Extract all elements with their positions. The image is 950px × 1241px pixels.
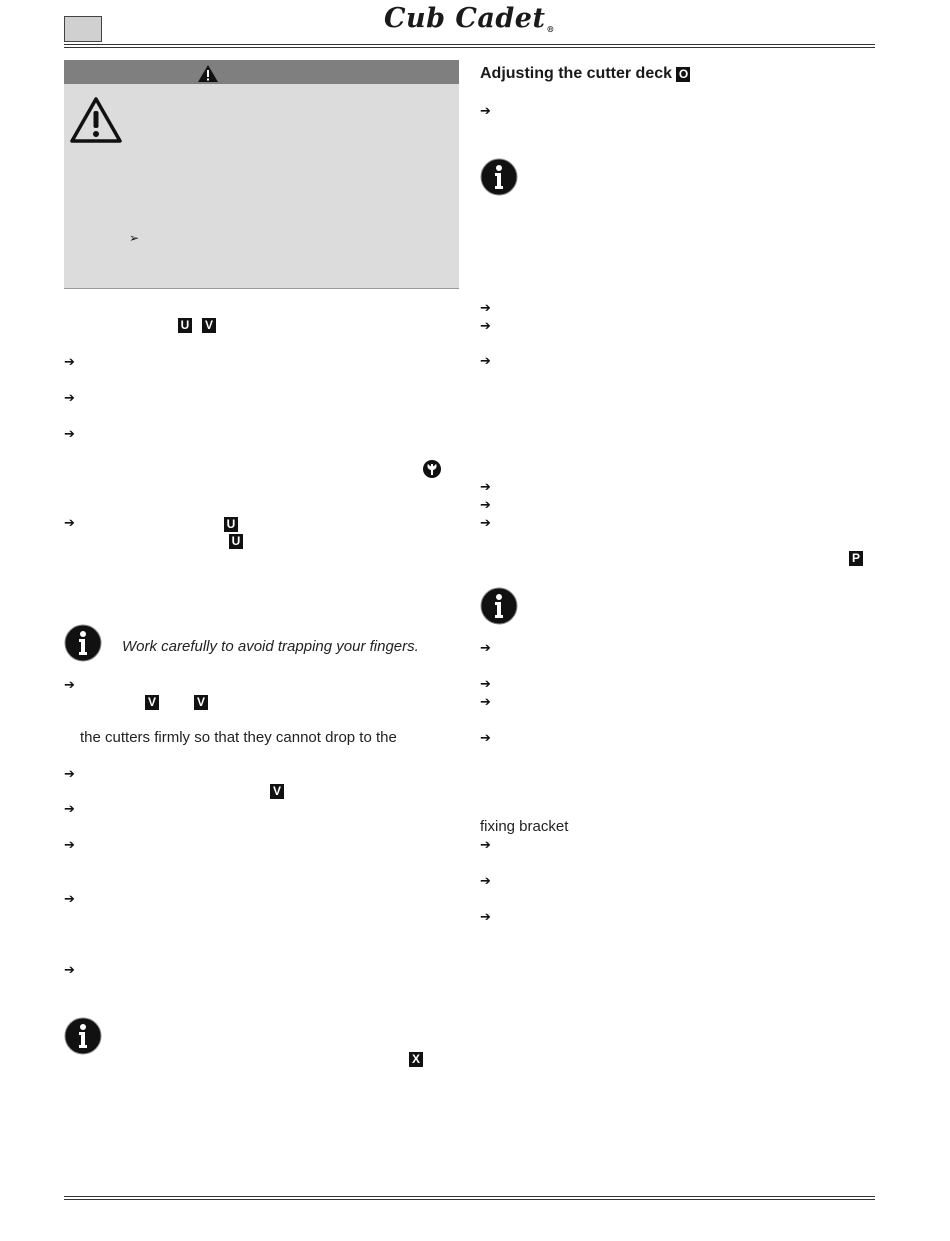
figure-tag-v: V: [270, 784, 284, 799]
footer-rule-top: [64, 1196, 875, 1197]
step-arrow: ➔: [64, 892, 75, 907]
tool-icon: [422, 459, 442, 479]
brand-logo: [384, 3, 555, 34]
step-arrow: ➔: [480, 498, 491, 513]
header-rule-bottom: [64, 47, 875, 48]
info-icon: [64, 1017, 102, 1055]
step-arrow: ➔: [480, 838, 491, 853]
figure-tag-x: X: [409, 1052, 423, 1067]
figure-tag-v: V: [202, 318, 216, 333]
step-arrow: ➔: [480, 677, 491, 692]
info-icon: [480, 587, 518, 625]
finger-trap-note: Work carefully to avoid trapping your fingers.: [122, 638, 419, 655]
figure-tag-v: V: [145, 695, 159, 710]
step-arrow: ➔: [64, 427, 75, 442]
registered-mark: ®: [546, 24, 555, 34]
step-arrow: ➔: [480, 874, 491, 889]
step-arrow: ➔: [64, 355, 75, 370]
page-number-box: [64, 16, 102, 42]
brand-name: Cub Cadet: [384, 3, 546, 34]
figure-tag-v: V: [194, 695, 208, 710]
figure-tag-p: P: [849, 551, 863, 566]
step-arrow: ➔: [64, 838, 75, 853]
step-arrow: ➔: [480, 104, 491, 119]
step-arrow: ➔: [480, 301, 491, 316]
step-arrow: ➔: [64, 678, 75, 693]
header-rule-top: [64, 44, 875, 45]
section-heading: [480, 65, 690, 83]
figure-tag-u: U: [224, 517, 238, 532]
step-arrow: ➔: [64, 516, 75, 531]
step-arrow: ➔: [480, 731, 491, 746]
step-arrow: ➔: [64, 802, 75, 817]
step-arrow: ➔: [480, 695, 491, 710]
warning-bullet: ➢: [129, 231, 140, 245]
footer-rule-bottom: [64, 1199, 875, 1200]
step-arrow: ➔: [64, 963, 75, 978]
figure-tag-u: U: [178, 318, 192, 333]
step-arrow: ➔: [480, 354, 491, 369]
step-arrow: ➔: [480, 480, 491, 495]
figure-tag-u: U: [229, 534, 243, 549]
warning-header-icon: [197, 64, 219, 83]
warning-box-header: [64, 60, 459, 84]
figure-tag-o: O: [676, 67, 690, 82]
step-arrow: ➔: [480, 516, 491, 531]
step-arrow: ➔: [480, 641, 491, 656]
step-arrow: ➔: [480, 910, 491, 925]
section-heading-text: Adjusting the cutter deck: [480, 65, 673, 82]
step-arrow: ➔: [64, 391, 75, 406]
warning-box: [64, 60, 459, 289]
warning-triangle-icon: [69, 96, 123, 144]
body-text-line: the cutters firmly so that they cannot drop to the: [80, 729, 397, 746]
body-text-line: fixing bracket: [480, 818, 569, 835]
step-arrow: ➔: [480, 319, 491, 334]
info-icon: [480, 158, 518, 196]
info-icon: [64, 624, 102, 662]
step-arrow: ➔: [64, 767, 75, 782]
